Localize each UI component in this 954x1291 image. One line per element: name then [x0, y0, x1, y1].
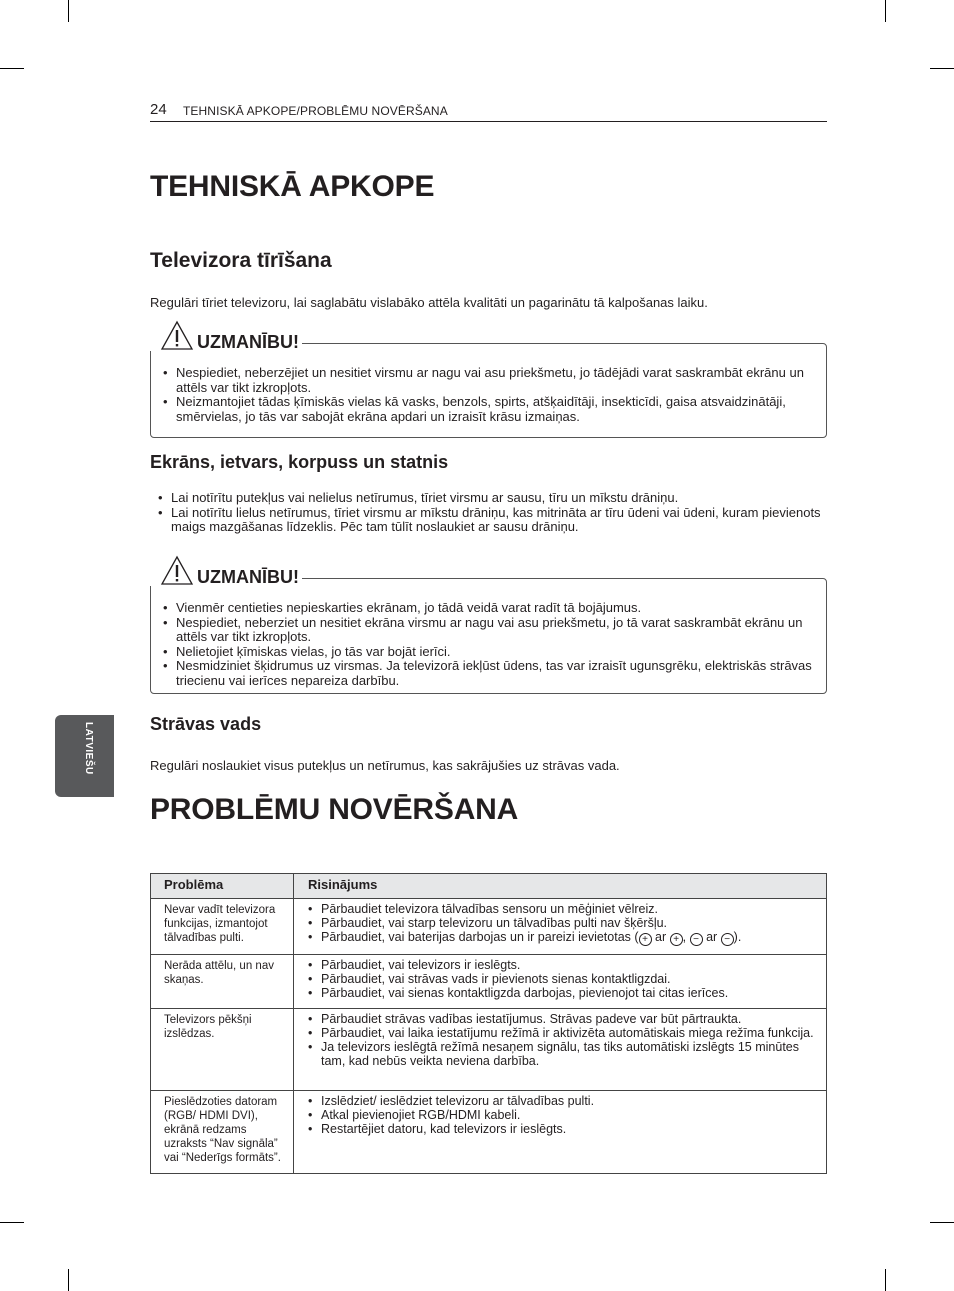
- list-item: • Pārbaudiet strāvas vadības iestatījumus. Strāvas padeve var būt pārtraukta.: [308, 1012, 814, 1026]
- language-tab-label: [74, 722, 124, 792]
- list-item: • Pārbaudiet, vai televizors ir ieslēgts.: [308, 958, 814, 972]
- list-item: • Lai notīrītu putekļus vai nelielus netīrumus, tīriet virsmu ar sausu, tīru un mīkstu drāniņu.: [158, 491, 822, 506]
- screen-heading: Ekrāns, ietvars, korpuss un statnis: [150, 452, 449, 472]
- list-item: • Nespiediet, neberzējiet un nesitiet virsmu ar nagu vai asu priekšmetu, jo tādējādi varat saskrambāt ekrānu un attēls var tikt izkropļots.: [163, 366, 813, 395]
- cord-heading: Strāvas vads: [150, 714, 262, 734]
- maintenance-title: TEHNISKĀ APKOPE: [150, 170, 435, 203]
- crop-mark: [68, 1269, 69, 1291]
- troubleshooting-table: [150, 873, 827, 1174]
- caution-list-2: [163, 601, 813, 688]
- cord-text: Regulāri noslaukiet visus putekļus un netīrumus, kas sakrājušies uz strāvas vada.: [150, 758, 620, 773]
- list-item: • Pārbaudiet, vai strāvas vads ir pievienots sienas kontaktligzdai.: [308, 972, 814, 986]
- header-divider: [150, 121, 827, 122]
- minus-icon: −: [690, 933, 703, 946]
- table-row: [151, 1009, 827, 1091]
- crop-mark: [885, 0, 886, 22]
- table-header-row: [151, 874, 827, 899]
- minus-icon: −: [721, 933, 734, 946]
- caution-title-2: UZMANĪBU!: [197, 567, 299, 587]
- battery-text-end: ).: [733, 930, 742, 944]
- problem-cell: Televizors pēkšņi izslēdzas.: [151, 1009, 294, 1091]
- problem-cell: Nerāda attēlu, un nav skaņas.: [151, 955, 294, 1009]
- list-item: • Vienmēr centieties nepieskarties ekrānam, jo tādā veidā varat radīt tā bojājumus.: [163, 601, 813, 616]
- table-row: [151, 899, 827, 955]
- warning-icon: [160, 555, 194, 586]
- crop-mark: [0, 1222, 24, 1223]
- crop-mark: [885, 1269, 886, 1291]
- list-item: • Izslēdziet/ ieslēdziet televizoru ar tālvadības pulti.: [308, 1094, 814, 1108]
- column-header-problem: Problēma: [151, 874, 294, 899]
- list-item: • Nelietojiet ķīmiskas vielas, jo tās var bojāt ierīci.: [163, 645, 813, 660]
- cleaning-intro: Regulāri tīriet televizoru, lai saglabātu vislabāko attēla kvalitāti un pagarinātu tā kalpošanas laiku.: [150, 295, 708, 310]
- list-item: • Neizmantojiet tādas ķīmiskās vielas kā vasks, benzols, spirts, atšķaidītāji, insekticīdi, gaisa atsvaidzinātāji, smērvielas, jo tās var sabojāt ekrāna apdari un izraisīt krāsu izmaiņas.: [163, 395, 813, 424]
- problem-cell: Nevar vadīt televizora funkcijas, izmantojot tālvadības pulti.: [151, 899, 294, 955]
- crop-mark: [68, 0, 69, 22]
- list-item: • Pārbaudiet televizora tālvadības sensoru un mēģiniet vēlreiz.: [308, 902, 814, 916]
- list-item: • Pārbaudiet, vai starp televizoru un tālvadības pulti nav šķēršļu.: [308, 916, 814, 930]
- list-item: • Atkal pievienojiet RGB/HDMI kabeli.: [308, 1108, 814, 1122]
- solution-cell: [294, 1009, 827, 1091]
- plus-icon: +: [639, 933, 652, 946]
- battery-text-start: Pārbaudiet, vai baterijas darbojas un ir pareizi ievietotas (: [321, 930, 639, 944]
- problem-cell: Pieslēdzoties datoram (RGB/ HDMI DVI), ekrānā redzams uzraksts “Nav signāla” vai “Nederīgs formāts”.: [151, 1091, 294, 1174]
- list-item: • Pārbaudiet, vai laika iestatījumu režīmā ir aktivizēta automātiskais miega režīma funkcija.: [308, 1026, 814, 1040]
- troubleshooting-title: PROBLĒMU NOVĒRŠANA: [150, 793, 519, 826]
- battery-and: ar: [706, 930, 718, 944]
- caution-label-1: [150, 320, 302, 351]
- list-item: • Nespiediet, neberziet un nesitiet ekrāna virsmu ar nagu vai asu priekšmetu, jo tā varat saskrambāt ekrānu un attēls var tikt izkropļots.: [163, 616, 813, 645]
- crop-mark: [930, 1222, 954, 1223]
- solution-cell: [294, 899, 827, 955]
- caution-list-1: [163, 366, 813, 424]
- language-tab-text: LATVIEŠU: [83, 722, 94, 775]
- solution-cell: [294, 1091, 827, 1174]
- running-title: TEHNISKĀ APKOPE/PROBLĒMU NOVĒRŠANA: [183, 104, 448, 118]
- page-number: 24: [150, 101, 167, 118]
- plus-icon: +: [670, 933, 683, 946]
- list-item: • Ja televizors ieslēgtā režīmā nesaņem signālu, tas tiks automātiski izslēgts 15 minūtes tam, kad nebūs veikta neviena darbība.: [308, 1040, 814, 1068]
- list-item: • Lai notīrītu lielus netīrumus, tīriet virsmu ar mīkstu drāniņu, kas mitrināta ar tīru ūdeni vai ūdeni, kuram pievienots maigs mazgāšanas līdzeklis. Pēc tam tūlīt noslaukiet ar sausu drāniņu.: [158, 506, 822, 535]
- cleaning-heading: Televizora tīrīšana: [150, 249, 332, 272]
- table-row: [151, 955, 827, 1009]
- list-item: • Restartējiet datoru, kad televizors ir ieslēgts.: [308, 1122, 814, 1136]
- crop-mark: [930, 68, 954, 69]
- crop-mark: [0, 68, 24, 69]
- list-item: • Pārbaudiet, vai sienas kontaktligzda darbojas, pievienojot tai citas ierīces.: [308, 986, 814, 1000]
- battery-and: ar: [655, 930, 667, 944]
- caution-title-1: UZMANĪBU!: [197, 332, 299, 352]
- caution-label-2: [150, 555, 302, 586]
- column-header-solution: Risinājums: [294, 874, 827, 899]
- table-row: [151, 1091, 827, 1174]
- list-item: • Pārbaudiet, vai baterijas darbojas un ir pareizi ievietotas ( + ar + , − ar − ).: [308, 930, 814, 946]
- warning-icon: [160, 320, 194, 351]
- list-item: • Nesmidziniet šķidrumus uz virsmas. Ja televizorā iekļūst ūdens, tas var izraisīt ugunsgrēku, elektriskās strāvas triecienu vai ierīces nepareiza darbību.: [163, 659, 813, 688]
- screen-list: [158, 491, 822, 535]
- solution-cell: [294, 955, 827, 1009]
